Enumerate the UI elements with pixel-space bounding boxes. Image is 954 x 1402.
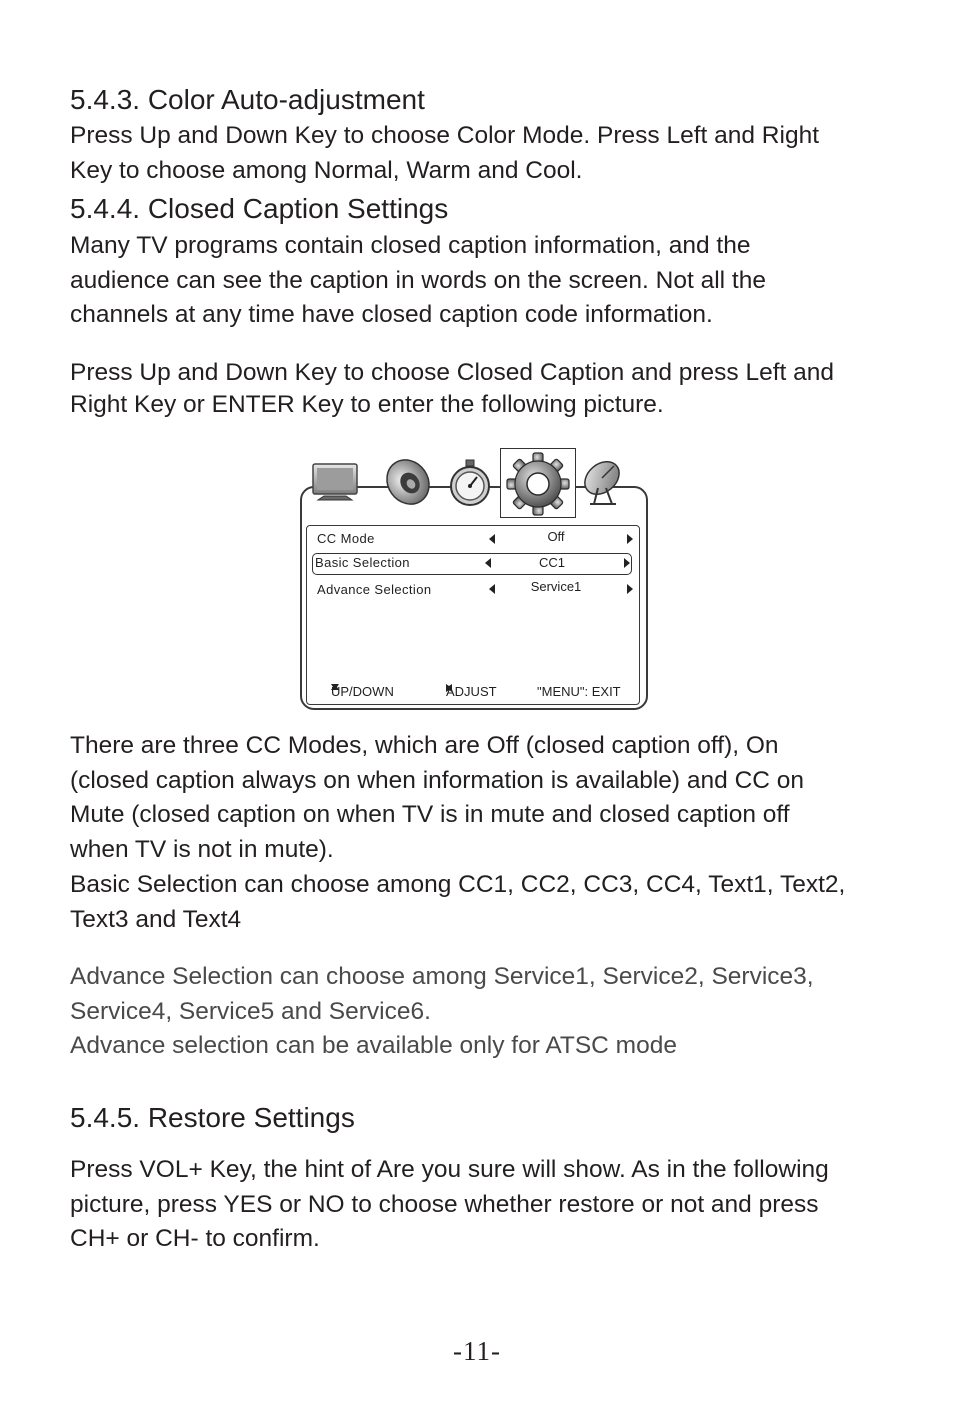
hint-exit: "MENU": EXIT [537, 684, 621, 699]
heading-color-auto-adjustment: 5.4.3. Color Auto-adjustment [70, 84, 425, 115]
gear-icon [501, 449, 575, 517]
menu-row-value: CC1 [538, 555, 565, 570]
text-line: Right Key or ENTER Key to enter the following picture. [70, 391, 664, 418]
left-arrow-icon[interactable] [489, 584, 495, 594]
text-line: Press Up and Down Key to choose Color Mode. Press Left and Right [70, 122, 819, 149]
picture-icon[interactable] [310, 460, 360, 506]
text-line: audience can see the caption in words on the screen. Not all the [70, 266, 766, 294]
paragraph-advance-selection [70, 960, 910, 1064]
menu-row-cc-mode[interactable] [314, 529, 632, 549]
text-line: Advance Selection can choose among Service1, Service2, Service3, [70, 963, 814, 990]
text-line: Advance selection can be available only for ATSC mode [70, 1032, 677, 1060]
text-line: Press VOL+ Key, the hint of Are you sure will show. As in the following [70, 1156, 829, 1183]
right-arrow-icon[interactable] [624, 558, 630, 568]
hint-updown-label: UP/DOWN [331, 684, 394, 699]
text-line: There are three CC Modes, which are Off (closed caption off), On [70, 732, 779, 759]
text-line: Text3 and Text4 [70, 905, 242, 933]
menu-row-label: CC Mode [317, 531, 375, 546]
page-number: -11- [453, 1336, 501, 1366]
tv-menu-figure [296, 446, 652, 710]
sound-icon[interactable] [384, 456, 434, 508]
paragraph-cc-instruction [70, 357, 910, 421]
right-arrow-icon[interactable] [627, 584, 633, 594]
text-line: channels at any time have closed caption code information. [70, 301, 713, 329]
menu-row-advance-selection[interactable] [314, 579, 632, 599]
setup-gear-icon[interactable] [500, 448, 576, 518]
hint-bar [307, 684, 639, 702]
paragraph-cc-modes [70, 729, 910, 937]
text-line: when TV is not in mute). [70, 836, 334, 864]
text-line: Press Up and Down Key to choose Closed Caption and press Left and [70, 359, 835, 386]
text-line: Key to choose among Normal, Warm and Cool. [70, 156, 583, 184]
text-line: Basic Selection can choose among CC1, CC2, CC3, CC4, Text1, Text2, [70, 870, 846, 898]
paragraph-restore [70, 1153, 910, 1257]
timer-icon[interactable] [446, 458, 494, 508]
heading-closed-caption: 5.4.4. Closed Caption Settings [70, 193, 449, 224]
right-arrow-icon[interactable] [627, 534, 633, 544]
hint-adjust-label: ADJUST [446, 684, 497, 699]
text-line: Service4, Service5 and Service6. [70, 997, 431, 1025]
text-line: Mute (closed caption on when TV is in mute and closed caption off [70, 801, 790, 829]
text-line: Many TV programs contain closed caption information, and the [70, 232, 751, 259]
menu-row-label: Basic Selection [315, 555, 410, 570]
osd-frame [300, 486, 648, 710]
text-line: CH+ or CH- to confirm. [70, 1225, 320, 1253]
menu-row-basic-selection[interactable] [312, 553, 632, 575]
osd-panel [306, 525, 640, 705]
left-arrow-icon[interactable] [489, 534, 495, 544]
menu-row-label: Advance Selection [317, 582, 432, 597]
menu-icon-bar [296, 446, 652, 516]
paragraph-color-auto [70, 119, 910, 188]
paragraph-cc-intro [70, 229, 910, 333]
text-line: (closed caption always on when information is available) and CC on [70, 766, 805, 794]
left-arrow-icon[interactable] [485, 558, 491, 568]
menu-row-value: Off [547, 529, 565, 544]
heading-restore-settings: 5.4.5. Restore Settings [70, 1102, 355, 1133]
menu-row-value: Service1 [530, 579, 582, 594]
channel-dish-icon[interactable] [580, 456, 630, 508]
text-line: picture, press YES or NO to choose whether restore or not and press [70, 1190, 819, 1218]
